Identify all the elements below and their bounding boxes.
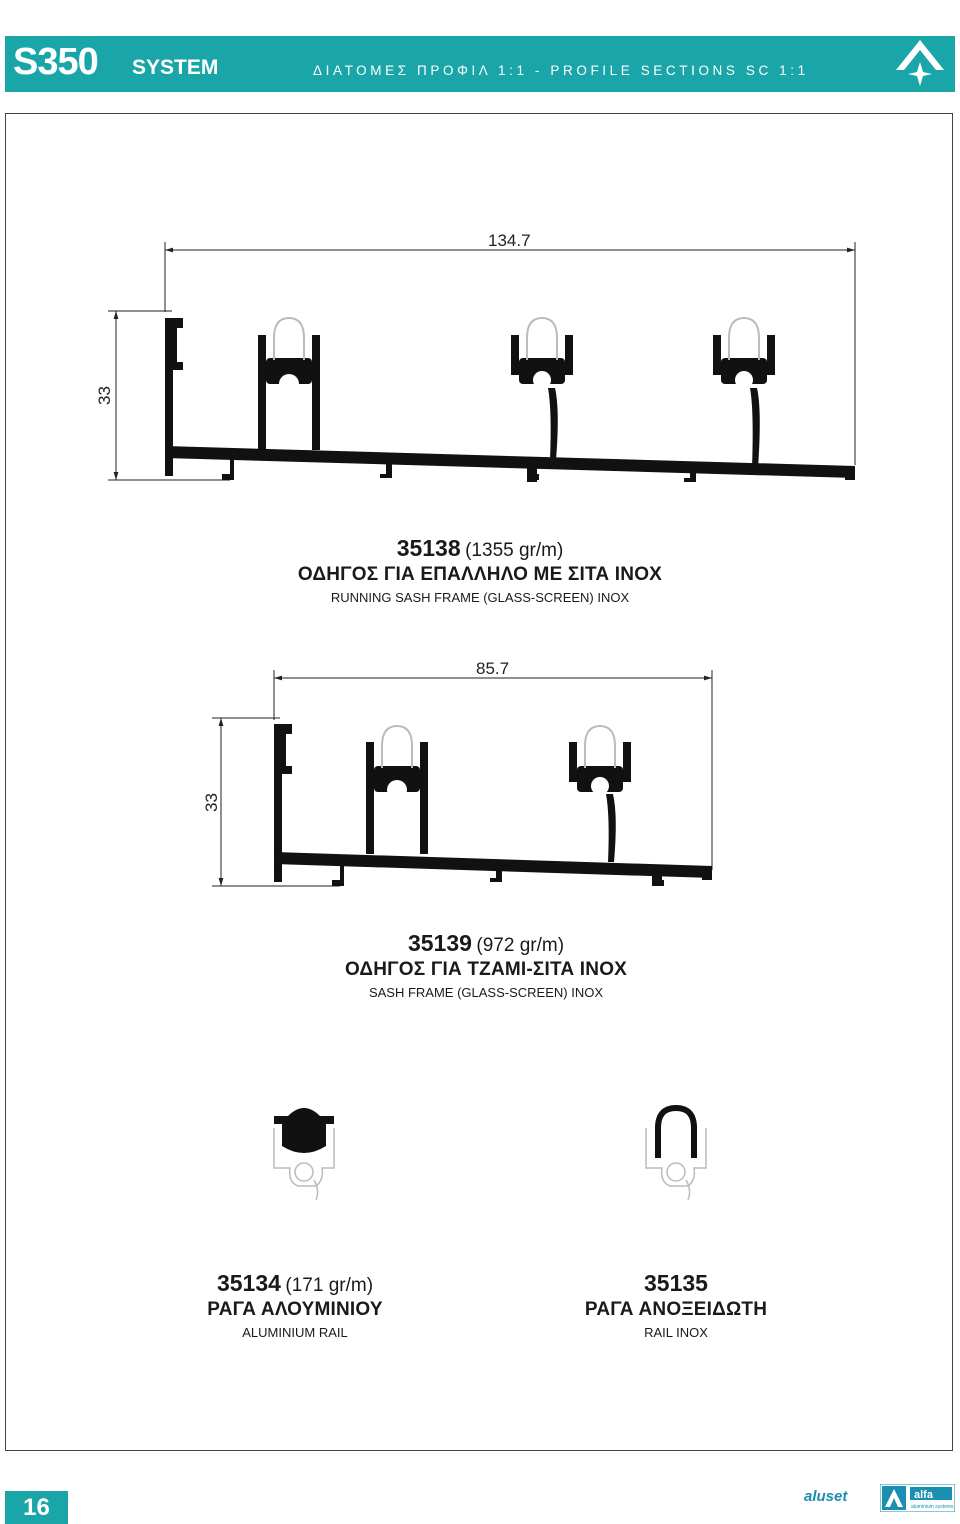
profile-weight: (972 gr/m) <box>476 935 565 956</box>
profile-title-greek: ΟΔΗΓΟΣ ΓΙΑ ΕΠΑΛΛΗΛΟ ΜΕ ΣΙΤΑ ΙΝΟΧ <box>297 564 663 585</box>
rail-35134-drawing <box>274 1108 334 1200</box>
profile-code: 35138 <box>396 535 461 561</box>
caption-35135 <box>536 1270 816 1340</box>
profile-title-greek: ΡΑΓΑ ΑΝΟΞΕΙΔΩΤΗ <box>584 1299 768 1320</box>
brand-aluset-logo: aluset <box>804 1488 848 1505</box>
profile-35138-drawing <box>95 231 855 482</box>
profile-code: 35139 <box>407 930 472 956</box>
profile-title-english: ALUMINIUM RAIL <box>242 1325 348 1340</box>
profile-weight: (171 gr/m) <box>285 1275 374 1296</box>
dim-height-35139: 33 <box>202 793 221 812</box>
system-code: S350 <box>13 41 98 83</box>
profile-title-english: RAIL INOX <box>644 1325 708 1340</box>
brand-alfa-sub: aluminium systems <box>911 1504 954 1510</box>
header-subtitle: ΔΙΑΤΟΜΕΣ ΠΡΟΦΙΛ 1:1 - PROFILE SECTIONS SC 1:1 <box>313 63 809 78</box>
profile-title-english: RUNNING SASH FRAME (GLASS-SCREEN) INOX <box>330 590 630 605</box>
caption-35134 <box>155 1270 435 1340</box>
page-number: 16 <box>5 1491 68 1524</box>
dim-width-35139: 85.7 <box>476 659 510 678</box>
caption-35138 <box>240 535 720 605</box>
dim-height-35138: 33 <box>95 386 114 405</box>
rail-35135-drawing <box>646 1108 706 1200</box>
caption-35139 <box>246 930 726 1000</box>
brand-alfa-text: alfa <box>914 1489 933 1501</box>
profile-title-greek: ΟΔΗΓΟΣ ΓΙΑ ΤΖΑΜΙ-ΣΙΤΑ ΙΝΟΧ <box>344 959 628 980</box>
profile-title-greek: ΡΑΓΑ ΑΛΟΥΜΙΝΙΟΥ <box>207 1299 383 1320</box>
profile-weight: (1355 gr/m) <box>465 540 564 561</box>
profile-title-english: SASH FRAME (GLASS-SCREEN) INOX <box>368 985 604 1000</box>
profile-35139-drawing <box>202 659 712 886</box>
dim-width-35138: 134.7 <box>488 231 531 250</box>
profile-code: 35134 <box>216 1270 281 1296</box>
system-label: SYSTEM <box>132 56 219 79</box>
profile-code: 35135 <box>644 1270 708 1296</box>
brand-alfa-logo <box>880 1484 955 1512</box>
